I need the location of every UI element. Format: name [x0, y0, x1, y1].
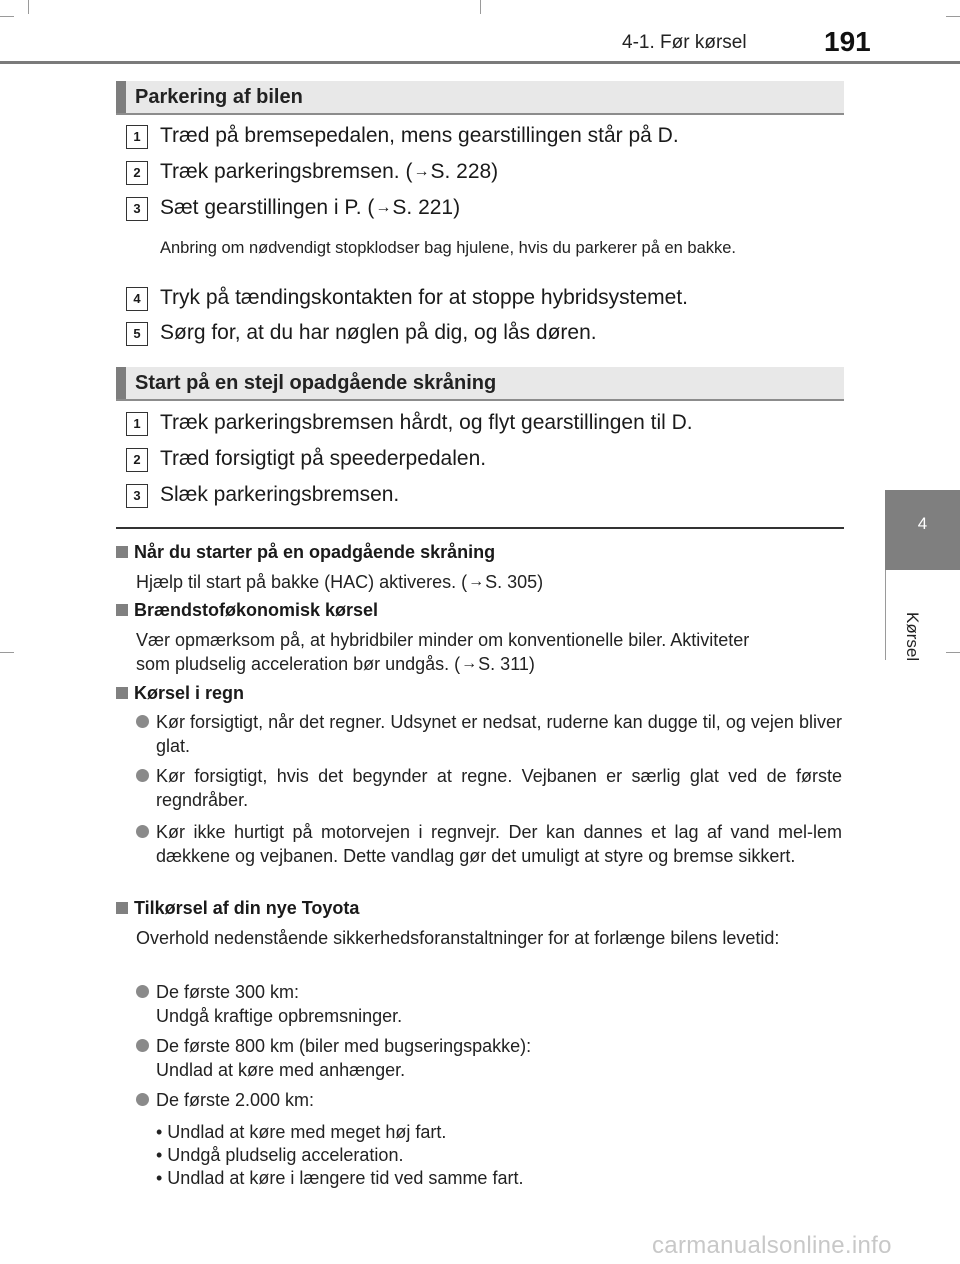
chapter-tab — [885, 490, 960, 570]
list-item-head: De første 800 km (biler med bugseringspakke): — [156, 1036, 532, 1056]
step-item — [126, 482, 846, 510]
info-text — [136, 628, 842, 652]
step-number: 5 — [126, 322, 148, 346]
page-number: 191 — [824, 26, 871, 57]
list-item-text — [156, 1034, 842, 1082]
step-number: 1 — [126, 412, 148, 436]
step-item — [126, 446, 846, 474]
info-text — [136, 570, 842, 596]
page-header — [0, 0, 960, 62]
info-text-main: som pludselig acceleration bør undgås. ( — [136, 654, 461, 674]
info-heading — [116, 683, 244, 704]
crop-mark — [0, 652, 14, 653]
step-text: Træk parkeringsbremsen hårdt, og flyt gearstillingen til D. — [160, 411, 693, 434]
info-text-main: Hjælp til start på bakke (HAC) aktiveres. ( — [136, 572, 468, 592]
step-number: 3 — [126, 484, 148, 508]
list-item-text — [156, 980, 842, 1028]
info-heading — [116, 542, 495, 563]
step-item — [126, 159, 846, 187]
circle-bullet-icon — [136, 715, 149, 728]
list-item-head: De første 2.000 km: — [156, 1090, 315, 1110]
page-reference[interactable]: S. 311) — [478, 654, 535, 674]
crop-mark — [946, 652, 960, 653]
arrow-right-icon: → — [375, 199, 392, 216]
circle-bullet-icon — [136, 769, 149, 782]
section-title: 4-1. Før kørsel — [622, 32, 747, 53]
step-number: 2 — [126, 161, 148, 185]
sub-list-item: • Undlad at køre med meget høj fart. — [156, 1122, 447, 1142]
info-heading — [116, 600, 378, 621]
sub-list-item: • Undlad at køre i længere tid ved samme fart. — [156, 1168, 524, 1188]
list-item-head: De første 300 km: — [156, 982, 300, 1002]
section-heading-title: Start på en stejl opadgående skråning — [135, 372, 497, 394]
page-reference[interactable]: S. 305) — [485, 572, 544, 592]
step-item — [126, 195, 846, 223]
step-item — [126, 123, 846, 151]
step-text: Slæk parkeringsbremsen. — [160, 483, 400, 506]
info-heading — [116, 898, 359, 919]
step-text: Sørg for, at du har nøglen på dig, og lås døren. — [160, 321, 597, 344]
list-item-text: Kør forsigtigt, når det regner. Udsynet er nedsat, ruderne kan dugge til, og vejen bliver glat. — [156, 712, 842, 756]
chapter-label: Kørsel — [903, 612, 922, 662]
step-item — [126, 320, 846, 348]
heading-bar — [116, 81, 126, 113]
list-item-text: Kør forsigtigt, hvis det begynder at regne. Vejbanen er særlig glat ved de første regndråber. — [156, 766, 842, 810]
step-number: 2 — [126, 448, 148, 472]
step-text — [160, 196, 460, 220]
heading-bar — [116, 367, 126, 399]
arrow-right-icon: → — [468, 573, 485, 590]
step-text-main: Træk parkeringsbremsen. ( — [160, 160, 413, 183]
step-number: 3 — [126, 197, 148, 221]
step-item — [126, 285, 846, 313]
info-heading-text: Tilkørsel af din nye Toyota — [134, 898, 360, 918]
step-text-main: Sæt gearstillingen i P. ( — [160, 196, 375, 219]
tab-divider — [885, 570, 886, 660]
step-text: Træd på bremsepedalen, mens gearstillingen står på D. — [160, 124, 679, 147]
watermark: carmanualsonline.info — [652, 1232, 892, 1259]
section-heading-title: Parkering af bilen — [135, 86, 303, 108]
square-bullet-icon — [116, 687, 128, 699]
square-bullet-icon — [116, 604, 128, 616]
circle-bullet-icon — [136, 985, 149, 998]
section-divider — [116, 527, 844, 529]
page-reference[interactable]: S. 221) — [392, 196, 461, 219]
circle-bullet-icon — [136, 1039, 149, 1052]
arrow-right-icon: → — [413, 163, 430, 180]
step-number: 1 — [126, 125, 148, 149]
step-text — [160, 160, 498, 184]
arrow-right-icon: → — [461, 655, 478, 672]
square-bullet-icon — [116, 902, 128, 914]
step-note: Anbring om nødvendigt stopklodser bag hjulene, hvis du parkerer på en bakke. — [160, 239, 737, 257]
step-text: Træd forsigtigt på speederpedalen. — [160, 447, 487, 470]
page-reference[interactable]: S. 228) — [430, 160, 499, 183]
info-heading-text: Når du starter på en opadgående skråning — [134, 542, 496, 562]
step-number: 4 — [126, 287, 148, 311]
list-item-sub: Undgå kraftige opbremsninger. — [156, 1006, 403, 1026]
list-item-sub: Undlad at køre med anhænger. — [156, 1060, 406, 1080]
info-text-main: Vær opmærksom på, at hybridbiler minder om konventionelle biler. Aktiviteter — [136, 630, 750, 650]
step-text: Tryk på tændingskontakten for at stoppe hybridsystemet. — [160, 286, 688, 309]
info-text: Overhold nedenstående sikkerhedsforanstaltninger for at forlænge bilens levetid: — [136, 928, 780, 948]
square-bullet-icon — [116, 546, 128, 558]
sub-list-item: • Undgå pludselig acceleration. — [156, 1145, 404, 1165]
circle-bullet-icon — [136, 1093, 149, 1106]
step-item — [126, 410, 846, 438]
section-heading-parking — [116, 81, 844, 115]
info-heading-text: Kørsel i regn — [134, 683, 245, 703]
info-heading-text: Brændstoføkonomisk kørsel — [134, 600, 379, 620]
header-rule — [0, 61, 960, 64]
section-heading-uphill — [116, 367, 844, 401]
list-item-text: Kør ikke hurtigt på motorvejen i regnvejr. Der kan dannes et lag af vand mel-lem dækkene og vejbanen. Dette vandlag gør det umuligt at styre og bremse sikkert. — [156, 822, 842, 866]
chapter-number: 4 — [917, 514, 928, 533]
info-text — [136, 652, 842, 678]
circle-bullet-icon — [136, 825, 149, 838]
